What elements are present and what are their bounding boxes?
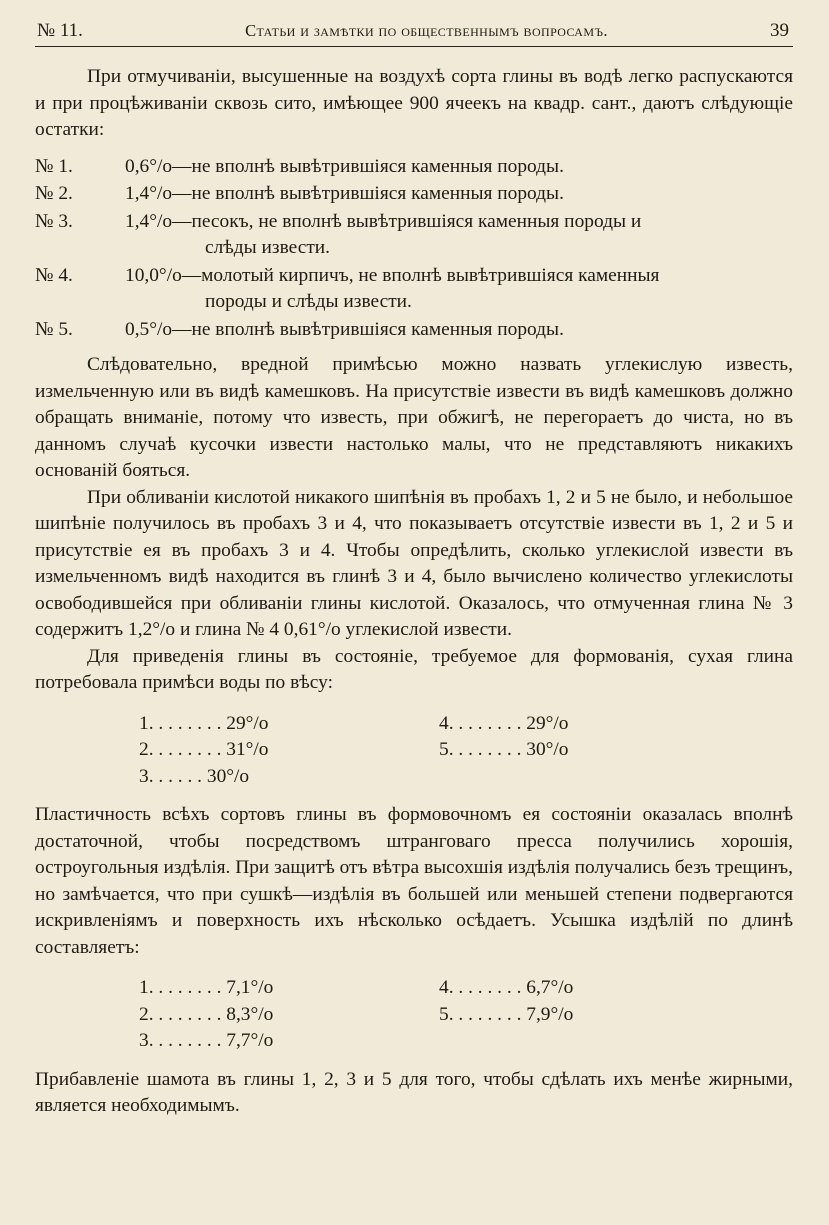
residue-list xyxy=(35,154,793,344)
shrinkage-value: 5. . . . . . . . 7,9°/о xyxy=(439,1003,574,1025)
page-number: 39 xyxy=(769,20,789,41)
shrinkage-value: 4. . . . . . . . 6,7°/о xyxy=(439,977,574,998)
water-value: 4. . . . . . . . 29°/о xyxy=(439,712,569,734)
water-table xyxy=(139,711,793,791)
paragraph-acid-test: При обливаніи кислотой никакого шипѣнія въ пробахъ 1, 2 и 5 не было, и небольшое шипѣніе получилось въ пробахъ 3 и 4, что показываетъ отсутствіе извести въ 1, 2 и 5 и присутствіе ея въ пробахъ 3 и 4. Чтобы опредѣлить, сколько углекислой извести въ измельченномъ видѣ находится въ глинѣ 3 и 4, было вычислено количество углекислоты освободившейся при обливаніи глины кислотой. Оказалось, что отмученная глина № 3 содержитъ 1,2°/о и глина № 4 0,61°/о углекислой извести. xyxy=(35,486,793,640)
residue-line-continued: породы и слѣды извести. xyxy=(205,291,412,312)
residue-line: 1,4°/о—не вполнѣ вывѣтрившіяся каменныя породы. xyxy=(125,183,564,204)
shrinkage-value: 3. . . . . . . . 7,7°/о xyxy=(139,1030,274,1051)
residue-text xyxy=(125,209,793,262)
paragraph-water-need: Для приведенія глины въ состояніе, требуемое для формованія, сухая глина потребовала примѣси воды по вѣсу: xyxy=(35,645,793,693)
page-body xyxy=(35,64,793,1120)
residue-line: 0,5°/о—не вполнѣ вывѣтрившіяся каменныя породы. xyxy=(125,318,564,340)
residue-line: 0,6°/о—не вполнѣ вывѣтрившіяся каменныя породы. xyxy=(125,155,564,177)
residue-text xyxy=(125,181,793,208)
residue-number: № 3. xyxy=(35,210,73,232)
water-value: 2. . . . . . . . 31°/о xyxy=(139,739,269,760)
intro-paragraph: При отмучиваніи, высушенные на воздухѣ сорта глины въ водѣ легко распускаются и при процѣживаніи сквозь сито, имѣющее 900 ячеекъ на квадр. сант., даютъ слѣдующіе остатки: xyxy=(35,66,793,140)
residue-item xyxy=(35,209,793,262)
residue-text xyxy=(125,154,793,181)
residue-number: № 4. xyxy=(35,264,73,286)
residue-item xyxy=(35,317,793,344)
residue-line: 1,4°/о—песокъ, не вполнѣ вывѣтрившіяся каменныя породы и xyxy=(125,210,642,232)
residue-item xyxy=(35,263,793,316)
residue-number: № 2. xyxy=(35,183,73,204)
paragraph-harmful-admixture: Слѣдовательно, вредной примѣсью можно назвать углекислую известь, измельченную или въ видѣ камешковъ. На присутствіе извести въ видѣ камешковъ должно обращать вниманіе, потому что известь, при обжигѣ, не перегораетъ до чиста, но въ данномъ случаѣ кусочки извести настолько малы, что не представляютъ никакихъ основаній бояться. xyxy=(35,354,793,481)
residue-item xyxy=(35,154,793,181)
water-value: 1. . . . . . . . 29°/о xyxy=(139,712,269,734)
issue-number: № 11. xyxy=(37,20,83,41)
shrinkage-value xyxy=(439,1028,739,1055)
residue-number: № 1. xyxy=(35,155,73,177)
residue-line-continued: слѣды извести. xyxy=(205,237,331,258)
residue-number: № 5. xyxy=(35,318,73,340)
residue-item xyxy=(35,181,793,208)
water-value xyxy=(439,764,739,791)
residue-line: 10,0°/о—молотый кирпичъ, не вполнѣ вывѣтрившіяся каменныя xyxy=(125,264,660,286)
residue-text xyxy=(125,263,793,316)
water-value: 5. . . . . . . . 30°/о xyxy=(439,739,569,760)
shrinkage-table xyxy=(139,975,793,1055)
paragraph-chamotte: Прибавленіе шамота въ глины 1, 2, 3 и 5 для того, чтобы сдѣлать ихъ менѣе жирными, является необходимымъ. xyxy=(35,1068,793,1116)
shrinkage-value: 2. . . . . . . . 8,3°/о xyxy=(139,1003,274,1025)
paragraph-plasticity: Пластичность всѣхъ сортовъ глины въ формовочномъ ея состояніи оказалась вполнѣ достаточной, чтобы посредствомъ штранговаго пресса получились хорошія, остроугольныя издѣлія. При защитѣ отъ вѣтра высохшія издѣлія получались безъ трещинъ, но замѣчается, что при сушкѣ—издѣлія въ большей или меньшей степени подвергаются искривленіямъ и поверхность ихъ нѣсколько осѣдаетъ. Усышка издѣлій по длинѣ составляетъ: xyxy=(35,804,793,958)
water-value: 3. . . . . . 30°/о xyxy=(139,765,250,787)
residue-text xyxy=(125,317,793,344)
shrinkage-value: 1. . . . . . . . 7,1°/о xyxy=(139,977,274,998)
running-header xyxy=(35,20,793,47)
section-title: Статьи и замѣтки по общественнымъ вопросамъ. xyxy=(245,21,608,40)
